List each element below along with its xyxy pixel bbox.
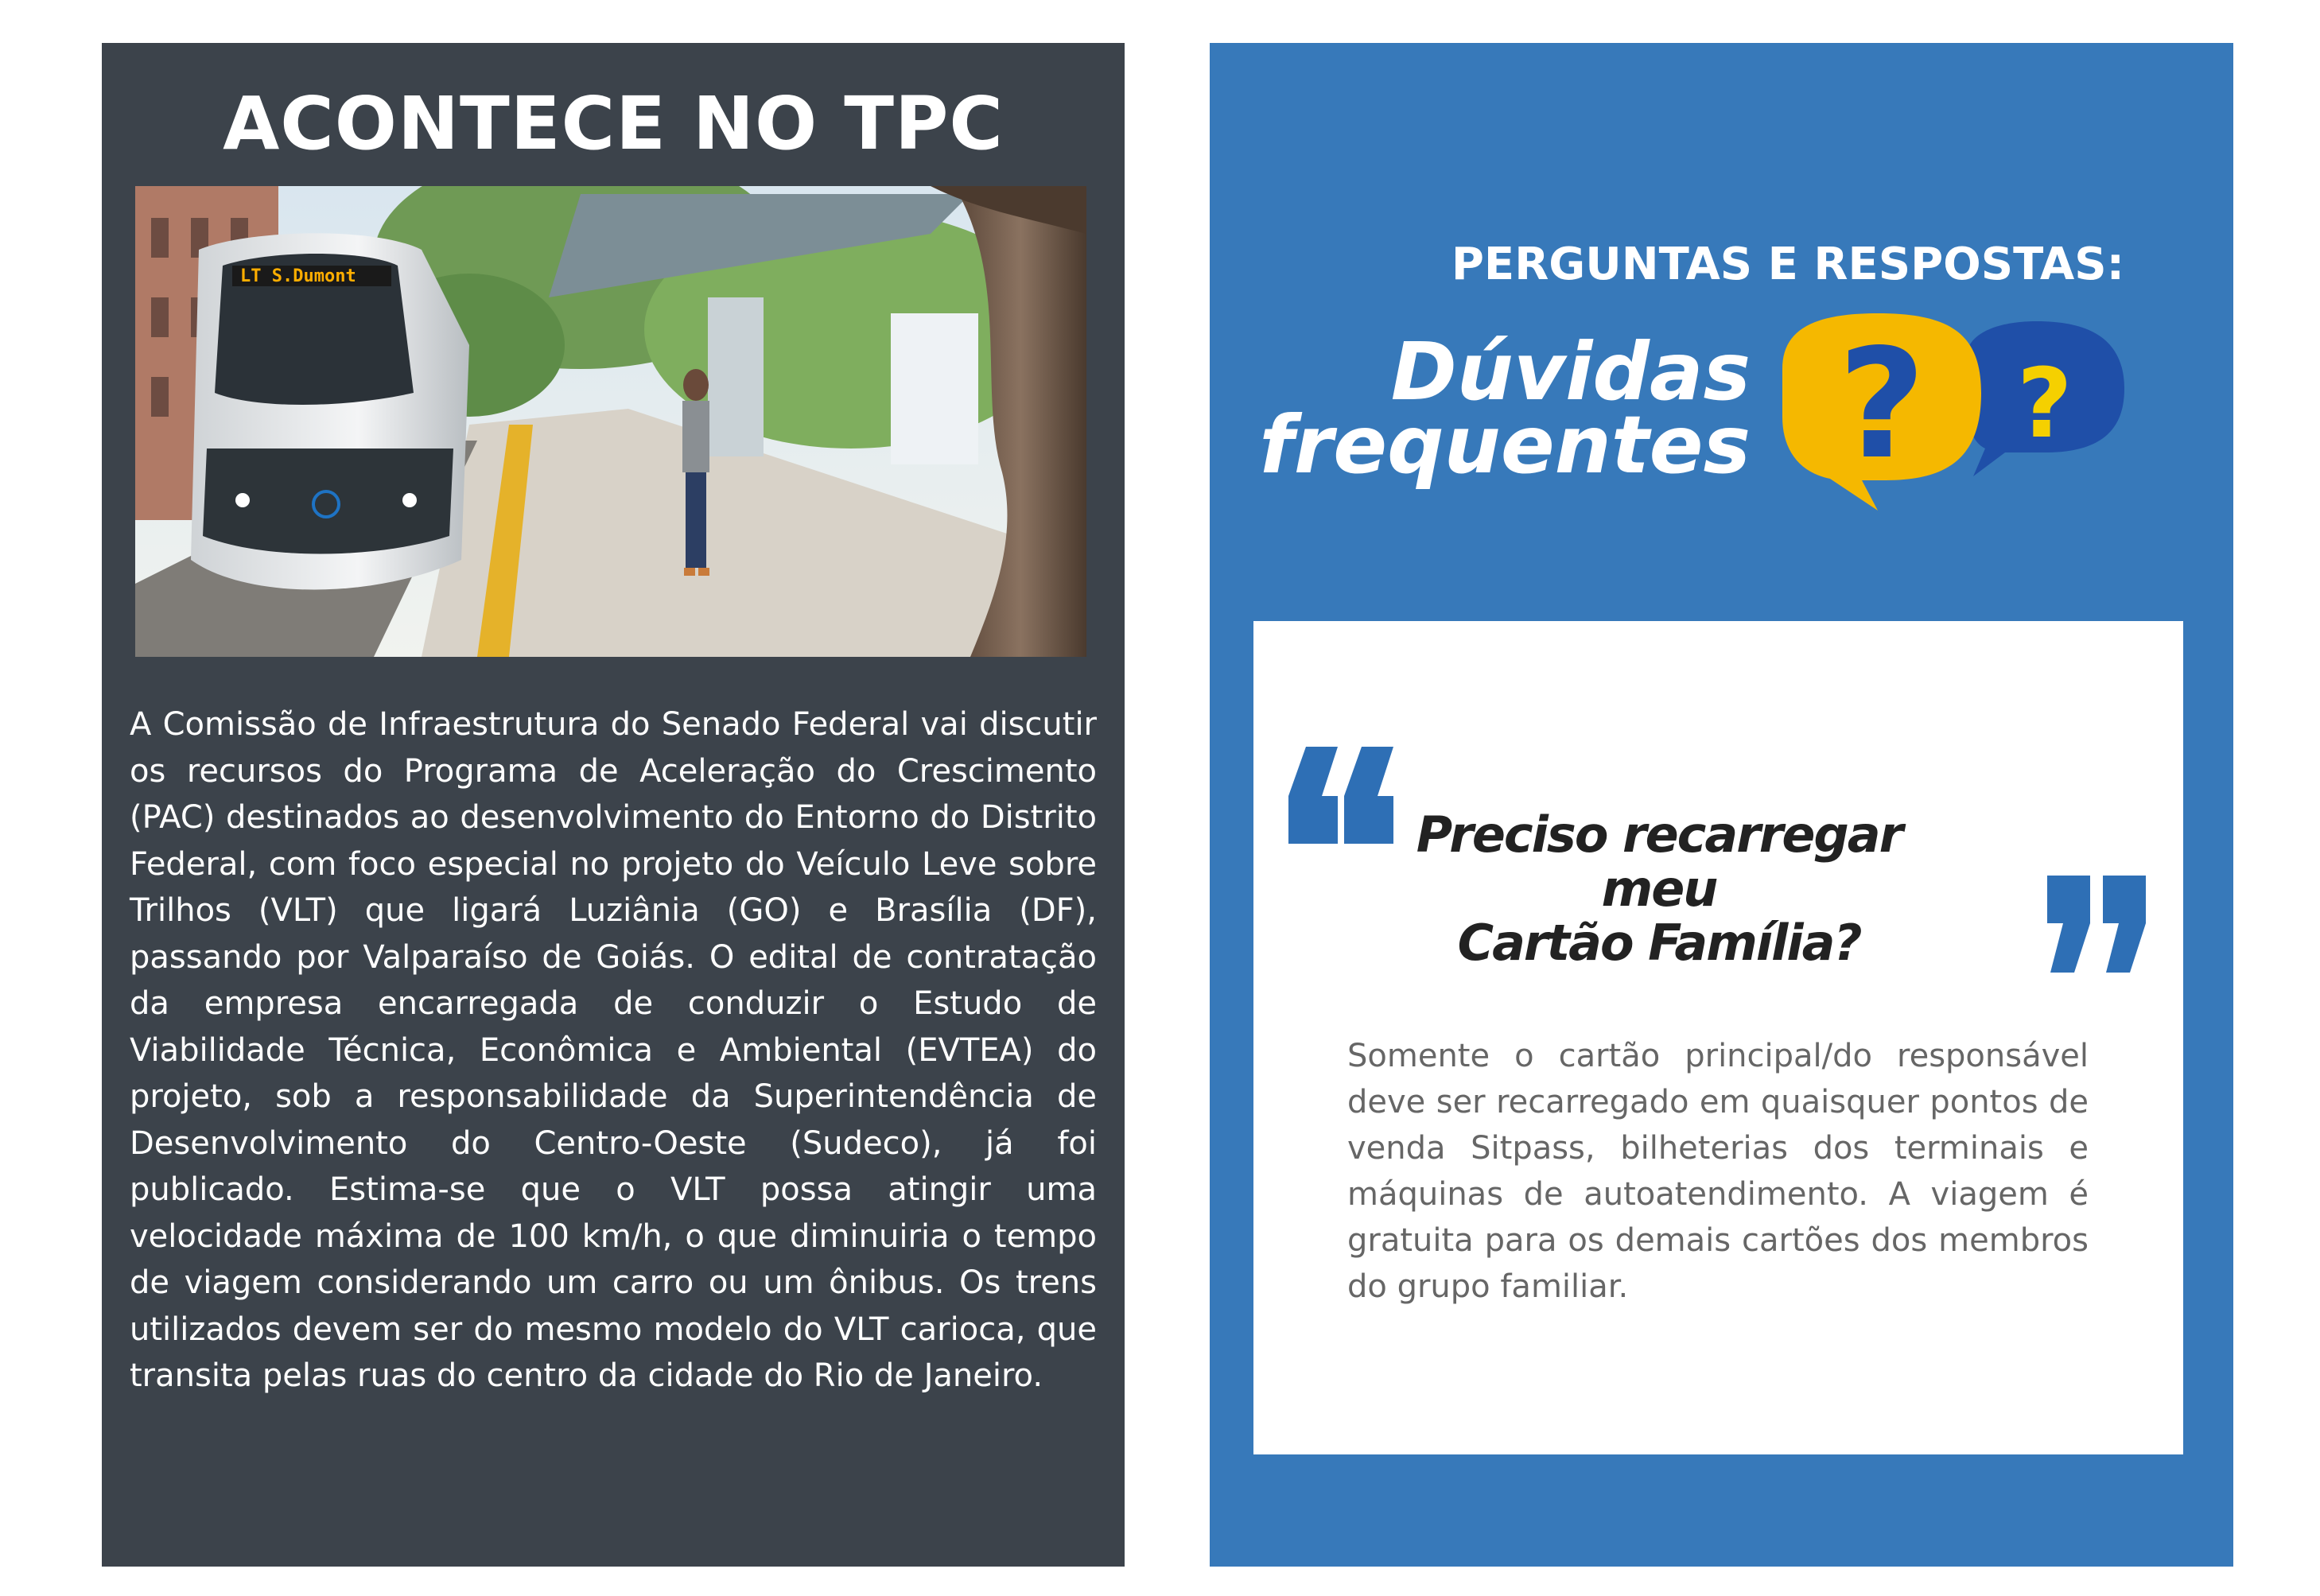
faq-question [1381,808,1937,970]
tram-photo [135,186,1086,657]
svg-text:?: ? [1838,316,1926,492]
article-body: A Comissão de Infraestrutura do Senado Federal vai discutir os recursos do Programa de Aceleração do Crescimento (PAC) destinados ao desenvolvimento do Entorno do Distrito Federal, com foco especial no projeto do Veículo Leve sobre Trilhos (VLT) que ligará Luziânia (GO) e Brasília (DF), passando por Valparaíso de Goiás. O edital de contratação da empresa encarregada de conduzir o Estudo de Viabilidade Técnica, Econômica e Ambiental (EVTEA) do projeto, sob a responsabilidade da Superintendência de Desenvolvimento do Centro-Oeste (Sudeco), já foi publicado. Estima-se que o VLT possa atingir uma velocidade máxima de 100 km/h, o que diminuiria o tempo de viagem considerando um carro ou um ônibus. Os trens utilizados devem ser do mesmo modelo do VLT carioca, que transita pelas ruas do centro da cidade do Rio de Janeiro. [130,706,1097,1394]
svg-text:?: ? [2017,349,2073,460]
left-panel [102,43,1125,1567]
faq-card [1253,621,2183,1454]
faq-answer: Somente o cartão principal/do responsável deve ser recarregado em quaisquer pontos de venda Sitpass, bilheterias dos terminais e máquinas de autoatendimento. A viagem é gratuita para os demais cartões dos membros do grupo familiar. [1347,1038,2089,1305]
right-panel [1210,43,2233,1567]
tram-destination-sign: LT S.Dumont [240,266,356,286]
faq-question-line2: Cartão Família? [1457,914,1861,972]
faq-title-line2: frequentes [1259,398,1751,491]
faq-kicker: PERGUNTAS E RESPOSTAS: [1451,239,2124,290]
question-bubble-icon [1766,305,2148,560]
faq-title [1210,325,1751,491]
faq-question-line1: Preciso recarregar meu [1416,806,1902,918]
faq-title-line1: Dúvidas [1390,325,1751,418]
close-quote-icon [2047,876,2159,983]
section-title: ACONTECE NO TPC [223,81,1004,166]
